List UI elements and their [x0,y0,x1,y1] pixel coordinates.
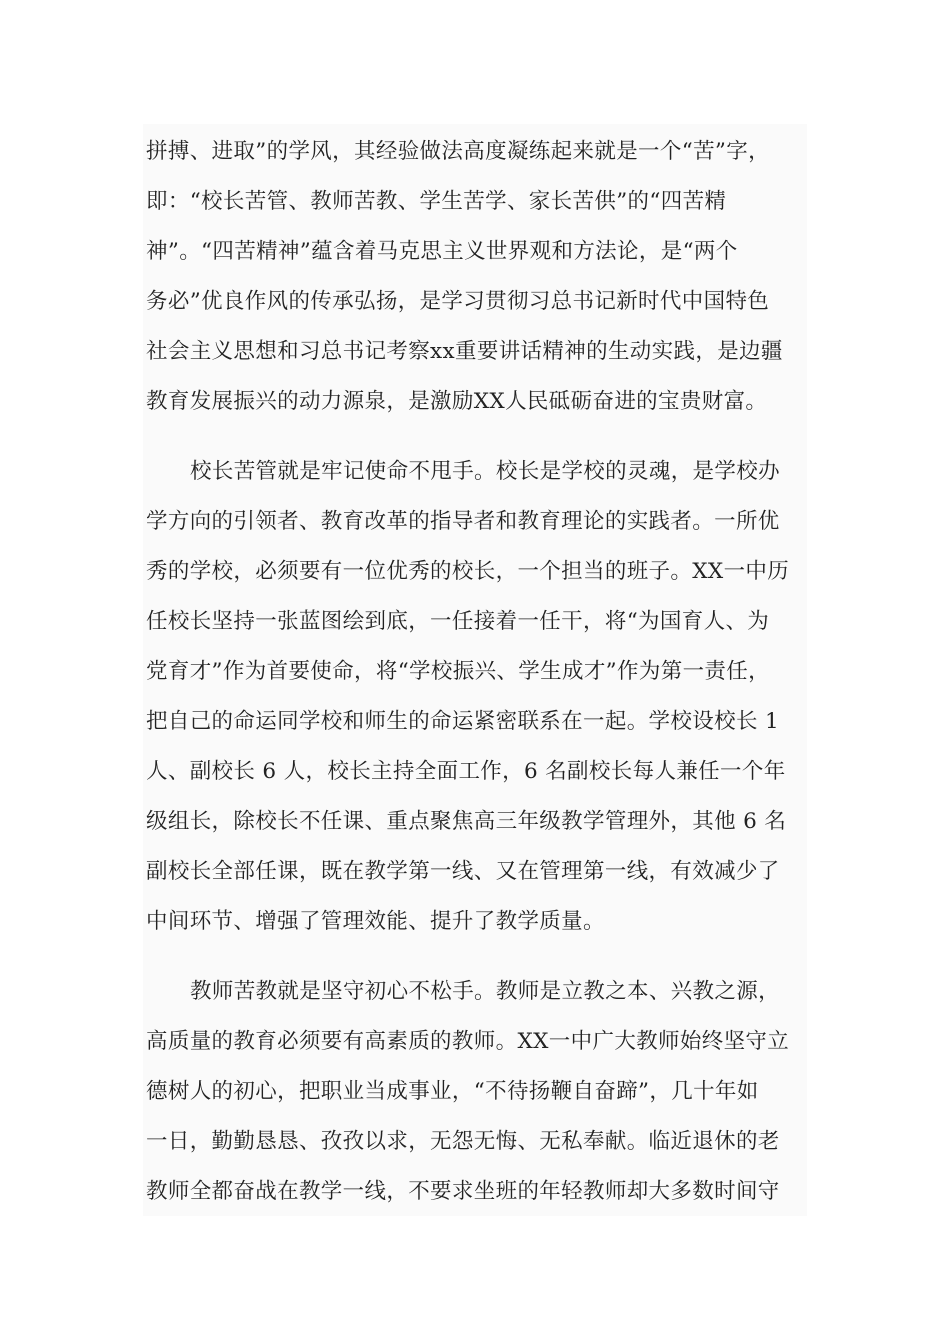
paragraph-line: 副校长全部任课，既在教学第一线、又在管理第一线，有效减少了 [146,859,780,884]
paragraph-line: 人、副校长 6 人，校长主持全面工作，6 名副校长每人兼任一个年 [146,759,786,784]
paragraph-line: 级组长，除校长不任课、重点聚焦高三年级教学管理外，其他 6 名 [146,809,787,834]
paragraph-line: 教师苦教就是坚守初心不松手。教师是立教之本、兴教之源， [190,979,780,1004]
paragraph-line: 一日，勤勤恳恳、孜孜以求，无怨无悔、无私奉献。临近退休的老 [146,1129,780,1154]
paragraph-line: 拼搏、进取”的学风，其经验做法高度凝练起来就是一个“苦”字， [146,139,770,164]
paragraph-line: 学方向的引领者、教育改革的指导者和教育理论的实践者。一所优 [146,509,780,534]
paragraph-line: 即：“校长苦管、教师苦教、学生苦学、家长苦供”的“四苦精 [146,189,727,214]
paragraph-line: 教师全都奋战在教学一线，不要求坐班的年轻教师却大多数时间守 [146,1179,780,1204]
paragraph-line: 务必”优良作风的传承弘扬，是学习贯彻习总书记新时代中国特色 [146,289,770,314]
paragraph-line: 教育发展振兴的动力源泉，是激励XX人民砥砺奋进的宝贵财富。 [146,389,768,414]
paragraph-line: 中间环节、增强了管理效能、提升了教学质量。 [146,909,605,934]
paragraph-line: 党育才”作为首要使命，将“学校振兴、学生成才”作为第一责任， [146,659,770,684]
paragraph-line: 德树人的初心，把职业当成事业，“不待扬鞭自奋蹄”，几十年如 [146,1079,759,1104]
paragraph-line: 秀的学校，必须要有一位优秀的校长，一个担当的班子。XX一中历 [146,559,790,584]
paragraph-line: 任校长坚持一张蓝图绘到底，一任接着一任干，将“为国育人、为 [146,609,770,634]
paragraph-line: 校长苦管就是牢记使命不甩手。校长是学校的灵魂，是学校办 [190,459,780,484]
paragraph-line: 神”。“四苦精神”蕴含着马克思主义世界观和方法论，是“两个 [146,239,738,264]
paragraph-line: 社会主义思想和习总书记考察xx重要讲话精神的生动实践，是边疆 [146,339,783,364]
paragraph-line: 把自己的命运同学校和师生的命运紧密联系在一起。学校设校长 1 [146,709,780,734]
paragraph-line: 高质量的教育必须要有高素质的教师。XX一中广大教师始终坚守立 [146,1029,790,1054]
